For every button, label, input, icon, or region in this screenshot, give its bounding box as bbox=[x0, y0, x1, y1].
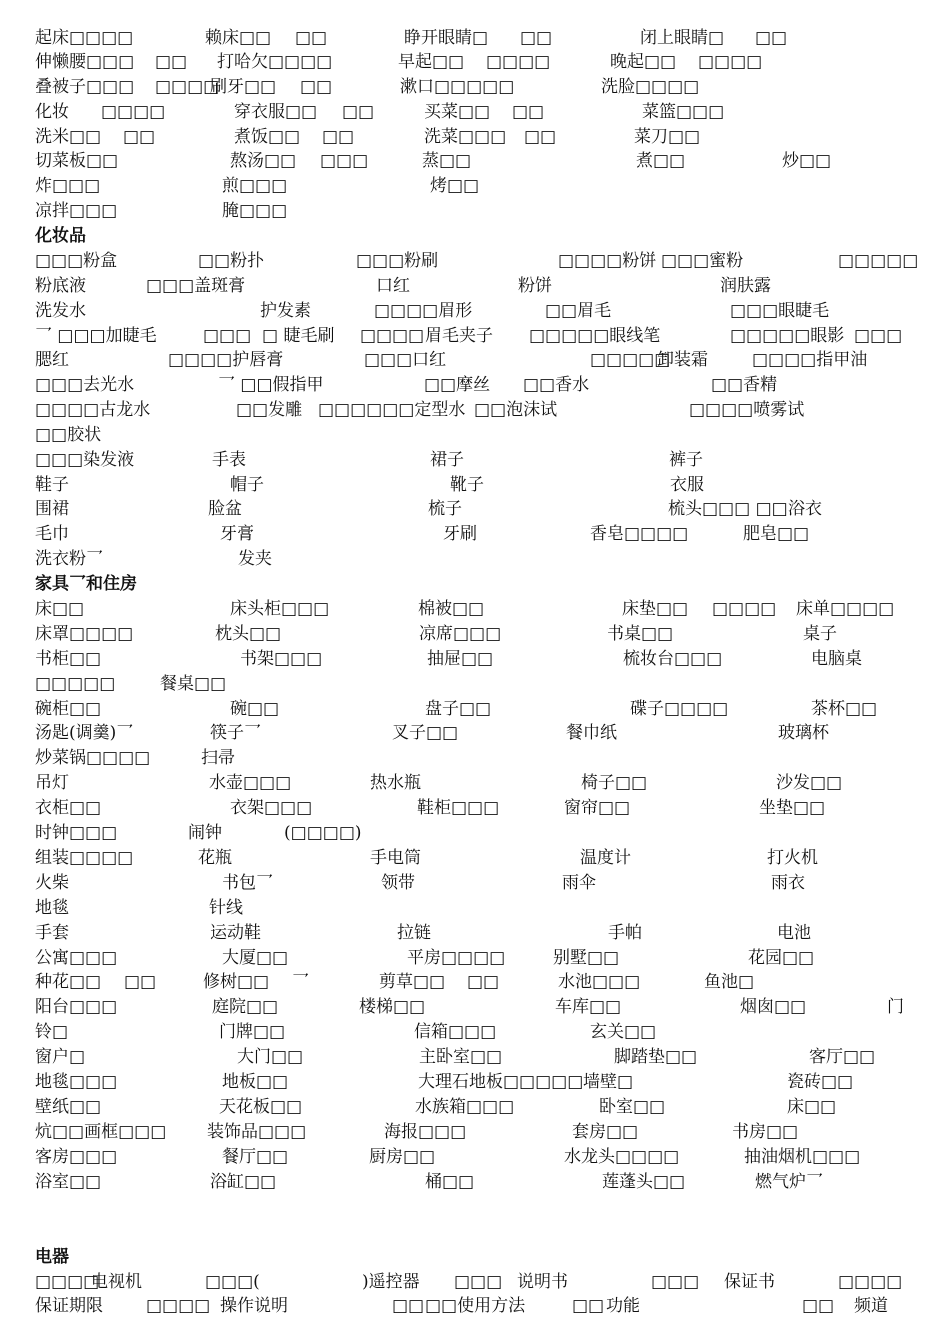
vocab-word: □□□去光水 bbox=[35, 375, 135, 395]
vocab-word: 粉饼 bbox=[518, 276, 552, 296]
vocab-word: 椅子□□ bbox=[581, 773, 648, 793]
vocab-line bbox=[0, 622, 950, 646]
vocab-line bbox=[0, 721, 950, 745]
vocab-line bbox=[0, 398, 950, 422]
vocab-word: □□ bbox=[512, 102, 545, 122]
vocab-word: □□□□□□定型水 bbox=[318, 400, 466, 420]
vocab-word: 床单□□□□ bbox=[796, 599, 895, 619]
vocab-word: 床□□ bbox=[35, 599, 85, 619]
vocab-word: 闭上眼睛□ bbox=[640, 28, 725, 48]
vocab-word: 乛 □□□加睫毛 bbox=[35, 326, 157, 346]
vocab-line bbox=[0, 846, 950, 870]
vocab-word: □□□粉刷 bbox=[356, 251, 439, 271]
vocab-word: 炒菜锅□□□□ bbox=[35, 748, 151, 768]
vocab-word: □ 睫毛刷 bbox=[262, 326, 335, 346]
vocab-word: 水池□□□ bbox=[558, 972, 641, 992]
vocab-word: 保证期限 bbox=[35, 1296, 103, 1316]
vocab-word: 温度计 bbox=[580, 848, 631, 868]
vocab-word: 炸□□□ bbox=[35, 176, 101, 196]
vocab-line bbox=[0, 125, 950, 149]
vocab-line bbox=[0, 647, 950, 671]
vocab-word: 叠被子□□□ bbox=[35, 77, 135, 97]
vocab-word: 大门□□ bbox=[237, 1047, 304, 1067]
vocab-line bbox=[0, 448, 950, 472]
vocab-word: 阳台□□□ bbox=[35, 997, 118, 1017]
vocab-word: 衣服 bbox=[670, 475, 704, 495]
vocab-word: □□ bbox=[802, 1296, 835, 1316]
vocab-line bbox=[0, 299, 950, 323]
vocab-word: □□ bbox=[572, 1296, 605, 1316]
vocab-word: 乛 □□假指甲 bbox=[218, 375, 324, 395]
vocab-word: 门 bbox=[887, 997, 904, 1017]
vocab-word: 频道 bbox=[854, 1296, 888, 1316]
vocab-word: 客房□□□ bbox=[35, 1147, 118, 1167]
vocab-word: □□□□喷雾试 bbox=[689, 400, 805, 420]
vocab-word: □□ bbox=[520, 28, 553, 48]
vocab-word: 浴缸□□ bbox=[210, 1172, 277, 1192]
vocab-word: 大厦□□ bbox=[222, 948, 289, 968]
section-heading: 电器 bbox=[35, 1247, 69, 1267]
vocab-word: 书柜□□ bbox=[35, 649, 102, 669]
vocab-word: 手表 bbox=[212, 450, 246, 470]
vocab-line bbox=[0, 746, 950, 770]
vocab-word: □□□ bbox=[320, 151, 369, 171]
vocab-line bbox=[0, 771, 950, 795]
vocab-word: □□□□□ bbox=[35, 674, 116, 694]
vocab-word: 叉子□□ bbox=[392, 723, 459, 743]
vocab-word: 洗衣粉乛 bbox=[35, 549, 103, 569]
vocab-word: □□□口红 bbox=[364, 350, 447, 370]
vocab-line bbox=[0, 1270, 950, 1294]
vocab-word: □□□眼睫毛 bbox=[730, 301, 830, 321]
vocab-line bbox=[0, 324, 950, 348]
vocab-word: 牙刷 bbox=[443, 524, 477, 544]
vocab-word: 壁纸□□ bbox=[35, 1097, 102, 1117]
vocab-word: □□□蜜粉 bbox=[661, 251, 744, 271]
vocab-word: 楼梯□□ bbox=[359, 997, 426, 1017]
vocab-line bbox=[0, 348, 950, 372]
vocab-word: 主卧室□□ bbox=[419, 1047, 503, 1067]
vocab-word: 炒□□ bbox=[782, 151, 832, 171]
vocab-word: 腮红 bbox=[35, 350, 69, 370]
vocab-word: □□□□ bbox=[698, 52, 763, 72]
vocab-word: 电池 bbox=[777, 923, 811, 943]
vocab-word: 洗米□□ bbox=[35, 127, 102, 147]
vocab-word: 热水瓶 bbox=[370, 773, 421, 793]
vocab-word: 餐厅□□ bbox=[222, 1147, 289, 1167]
vocab-word: □□□染发液 bbox=[35, 450, 135, 470]
vocab-line bbox=[0, 149, 950, 173]
vocab-word: 剪草□□ bbox=[379, 972, 446, 992]
vocab-word: □□□盖斑膏 bbox=[146, 276, 246, 296]
vocab-word: 打火机 bbox=[767, 848, 818, 868]
vocab-word: 腌□□□ bbox=[222, 201, 288, 221]
vocab-word: 客厅□□ bbox=[809, 1047, 876, 1067]
section-heading-row bbox=[0, 572, 950, 596]
vocab-word: 别墅□□ bbox=[553, 948, 620, 968]
vocab-line bbox=[0, 75, 950, 99]
vocab-word: 床垫□□ bbox=[622, 599, 689, 619]
vocab-word: 卸装霜 bbox=[657, 350, 708, 370]
vocab-line bbox=[0, 199, 950, 223]
vocab-word: □□ bbox=[124, 972, 157, 992]
vocab-word: 熬汤□□ bbox=[230, 151, 297, 171]
vocab-word: 桌子 bbox=[803, 624, 837, 644]
vocab-word: 手套 bbox=[35, 923, 69, 943]
vocab-word: 床□□ bbox=[787, 1097, 837, 1117]
vocab-line bbox=[0, 995, 950, 1019]
vocab-word: 修树□□ bbox=[203, 972, 270, 992]
vocab-word: □□□□□眼影 bbox=[730, 326, 845, 346]
vocab-word: 功能 bbox=[606, 1296, 640, 1316]
vocab-word: 润肤露 bbox=[720, 276, 771, 296]
vocab-word: 床头柜□□□ bbox=[230, 599, 330, 619]
vocab-word: 肥皂□□ bbox=[743, 524, 810, 544]
vocab-line bbox=[0, 896, 950, 920]
vocab-line bbox=[0, 921, 950, 945]
vocab-word: 买菜□□ bbox=[424, 102, 491, 122]
vocab-word: 护发素 bbox=[260, 301, 311, 321]
vocab-word: 早起□□ bbox=[398, 52, 465, 72]
vocab-word: □□ bbox=[392, 1296, 425, 1316]
vocab-word: 晚起□□ bbox=[610, 52, 677, 72]
vocab-word: □□泡沫试 bbox=[474, 400, 558, 420]
vocab-word: 脸盆 bbox=[208, 499, 242, 519]
vocab-word: □□□□□ bbox=[838, 251, 919, 271]
vocab-word: □□香精 bbox=[711, 375, 778, 395]
vocab-word: 衣架□□□ bbox=[230, 798, 313, 818]
vocab-line bbox=[0, 274, 950, 298]
vocab-word: 抽屉□□ bbox=[427, 649, 494, 669]
vocab-word: □□□□ bbox=[712, 599, 777, 619]
vocab-line bbox=[0, 522, 950, 546]
vocab-word: 筷子乛 bbox=[210, 723, 261, 743]
vocab-word: 煮饭□□ bbox=[234, 127, 301, 147]
vocab-word: □□粉扑 bbox=[198, 251, 265, 271]
vocab-word: 浴衣 bbox=[788, 499, 822, 519]
vocab-line bbox=[0, 100, 950, 124]
vocab-line bbox=[0, 1145, 950, 1169]
vocab-word: 雨衣 bbox=[771, 873, 805, 893]
vocab-word: 花园□□ bbox=[748, 948, 815, 968]
vocab-line bbox=[0, 970, 950, 994]
vocab-line bbox=[0, 597, 950, 621]
vocab-word: 烟囱□□ bbox=[740, 997, 807, 1017]
vocab-word: 书包乛 bbox=[222, 873, 273, 893]
vocab-word: 漱口□□□□□ bbox=[400, 77, 515, 97]
vocab-line bbox=[0, 497, 950, 521]
vocab-word: □□□粉盒 bbox=[35, 251, 118, 271]
vocab-line bbox=[0, 871, 950, 895]
vocab-word: 梳子 bbox=[428, 499, 462, 519]
vocab-word: 扫帚 bbox=[201, 748, 235, 768]
vocab-line bbox=[0, 1070, 950, 1094]
vocab-word: 海报□□□ bbox=[384, 1122, 467, 1142]
vocab-word: 煮□□ bbox=[636, 151, 686, 171]
vocab-word: 装饰品□□□ bbox=[207, 1122, 307, 1142]
vocab-word: 脚踏垫□□ bbox=[614, 1047, 698, 1067]
vocab-word: □□□ bbox=[203, 326, 252, 346]
vocab-word: □□ bbox=[300, 77, 333, 97]
vocab-line bbox=[0, 473, 950, 497]
vocab-word: 浴室□□ bbox=[35, 1172, 102, 1192]
vocab-word: □□□□ bbox=[838, 1272, 903, 1292]
vocab-word: 盘子□□ bbox=[425, 699, 492, 719]
vocab-word: 化妆 bbox=[35, 102, 69, 122]
vocab-word: 针线 bbox=[209, 898, 243, 918]
vocab-word: 平房□□□□ bbox=[407, 948, 506, 968]
vocab-word: 花瓶 bbox=[198, 848, 232, 868]
vocab-word: □□ bbox=[360, 326, 393, 346]
section-heading-row bbox=[0, 1245, 950, 1269]
vocab-word: 刷牙□□ bbox=[210, 77, 277, 97]
vocab-word: 菜刀□□ bbox=[634, 127, 701, 147]
vocab-word: 穿衣服□□ bbox=[234, 102, 318, 122]
vocab-word: 炕□□画框□□□ bbox=[35, 1122, 167, 1142]
vocab-line bbox=[0, 697, 950, 721]
vocab-word: □□ bbox=[755, 28, 788, 48]
vocab-word: 吊灯 bbox=[35, 773, 69, 793]
vocab-word: □□ bbox=[322, 127, 355, 147]
vocab-word: 水龙头□□□□ bbox=[564, 1147, 680, 1167]
vocab-word: 信箱□□□ bbox=[414, 1022, 497, 1042]
vocab-word: 车库□□ bbox=[555, 997, 622, 1017]
vocab-word: 地毯 bbox=[35, 898, 69, 918]
vocab-word: 枕头□□ bbox=[215, 624, 282, 644]
vocab-line bbox=[0, 1045, 950, 1069]
section-heading: 化妆品 bbox=[35, 226, 86, 246]
vocab-word: 碗柜□□ bbox=[35, 699, 102, 719]
vocab-word: □□□□ bbox=[146, 1296, 211, 1316]
vocab-word: 雨伞 bbox=[562, 873, 596, 893]
vocab-word: 乛 bbox=[292, 972, 309, 992]
vocab-word: 手帕 bbox=[608, 923, 642, 943]
vocab-line bbox=[0, 672, 950, 696]
vocab-word: 地板□□ bbox=[222, 1072, 289, 1092]
vocab-word: 窗户□ bbox=[35, 1047, 86, 1067]
vocab-word: 说明书 bbox=[517, 1272, 568, 1292]
vocab-word: 洗菜□□□ bbox=[424, 127, 507, 147]
vocab-word: 操作说明 bbox=[220, 1296, 288, 1316]
vocab-word: 靴子 bbox=[450, 475, 484, 495]
vocab-word: 裙子 bbox=[430, 450, 464, 470]
vocab-word: □□□□ bbox=[486, 52, 551, 72]
vocab-word: □□□□护唇膏 bbox=[168, 350, 284, 370]
vocab-line bbox=[0, 1120, 950, 1144]
vocab-word: 瓷砖□□ bbox=[787, 1072, 854, 1092]
section-heading: 家具乛和住房 bbox=[35, 574, 137, 594]
vocab-word: 天花板□□ bbox=[219, 1097, 303, 1117]
vocab-word: 电脑桌 bbox=[811, 649, 862, 669]
vocab-word: □□发雕 bbox=[236, 400, 303, 420]
vocab-word: □□□ bbox=[454, 1272, 503, 1292]
vocab-word: 保证书 bbox=[724, 1272, 775, 1292]
vocab-word: 茶杯□□ bbox=[811, 699, 878, 719]
vocab-word: 洗发水 bbox=[35, 301, 86, 321]
vocab-word: 切菜板□□ bbox=[35, 151, 119, 171]
vocab-word: 围裙 bbox=[35, 499, 69, 519]
vocab-word: □□眉毛 bbox=[545, 301, 612, 321]
vocab-word: 桶□□ bbox=[425, 1172, 475, 1192]
vocab-line bbox=[0, 1020, 950, 1044]
vocab-line bbox=[0, 946, 950, 970]
vocab-word: □□□□ bbox=[35, 1272, 100, 1292]
vocab-line bbox=[0, 1095, 950, 1119]
vocab-word: □□ bbox=[342, 102, 375, 122]
vocab-word: □□ bbox=[392, 326, 425, 346]
vocab-word: □□□□□ bbox=[590, 350, 671, 370]
vocab-word: 凉席□□□ bbox=[419, 624, 502, 644]
vocab-word: □□胶状 bbox=[35, 425, 102, 445]
vocab-line bbox=[0, 26, 950, 50]
vocab-word: 起床□□□□ bbox=[35, 28, 134, 48]
vocab-line bbox=[0, 174, 950, 198]
vocab-word: 时钟□□□ bbox=[35, 823, 118, 843]
vocab-word: 公寓□□□ bbox=[35, 948, 118, 968]
vocab-word: 卧室□□ bbox=[599, 1097, 666, 1117]
vocab-word: 水族箱□□□ bbox=[415, 1097, 515, 1117]
vocab-word: □□□ bbox=[651, 1272, 700, 1292]
vocab-word: 烤□□ bbox=[430, 176, 480, 196]
vocab-word: 大理石地板□□□□□ bbox=[418, 1072, 584, 1092]
vocab-word: 碟子□□□□ bbox=[630, 699, 729, 719]
vocab-word: □□□□眉形 bbox=[374, 301, 473, 321]
vocab-word: 书架□□□ bbox=[240, 649, 323, 669]
vocab-word: 口红 bbox=[376, 276, 410, 296]
vocab-word: 厨房□□ bbox=[369, 1147, 436, 1167]
vocab-word: 鞋子 bbox=[35, 475, 69, 495]
vocab-word: 火柴 bbox=[35, 873, 69, 893]
vocab-word: □□ bbox=[524, 127, 557, 147]
section-heading-row bbox=[0, 224, 950, 248]
vocab-word: 领带 bbox=[381, 873, 415, 893]
vocab-word: □□□□古龙水 bbox=[35, 400, 151, 420]
vocab-word: 煎□□□ bbox=[222, 176, 288, 196]
vocab-word: 鞋柜□□□ bbox=[417, 798, 500, 818]
vocab-word: 门牌□□ bbox=[219, 1022, 286, 1042]
vocab-word: 水壶□□□ bbox=[209, 773, 292, 793]
vocab-word: 伸懒腰□□□ bbox=[35, 52, 135, 72]
vocab-word: 碗□□ bbox=[230, 699, 280, 719]
vocab-word: 毛巾 bbox=[35, 524, 69, 544]
vocab-word: □□摩丝 bbox=[424, 375, 491, 395]
vocab-line bbox=[0, 50, 950, 74]
vocab-word: 棉被□□ bbox=[418, 599, 485, 619]
vocab-word: □□ bbox=[155, 52, 188, 72]
vocab-word: )遥控器 bbox=[362, 1272, 420, 1292]
vocab-word: □□ bbox=[467, 972, 500, 992]
vocab-word: 帽子 bbox=[230, 475, 264, 495]
vocab-word: 玻璃杯 bbox=[778, 723, 829, 743]
vocab-word: 香皂□□□□ bbox=[590, 524, 689, 544]
vocab-word: □□□( bbox=[205, 1272, 260, 1292]
vocab-word: 打哈欠□□□□ bbox=[217, 52, 333, 72]
vocab-word: □□□□指甲油 bbox=[752, 350, 868, 370]
vocab-word: 蒸□□ bbox=[422, 151, 472, 171]
vocab-word: □□ bbox=[123, 127, 156, 147]
vocab-word: 玄关□□ bbox=[590, 1022, 657, 1042]
vocab-word: 洗脸□□□□ bbox=[601, 77, 700, 97]
vocab-word: 铃□ bbox=[35, 1022, 69, 1042]
vocab-word: 闹钟 bbox=[188, 823, 222, 843]
vocab-word: 窗帘□□ bbox=[564, 798, 631, 818]
vocab-word: 坐垫□□ bbox=[759, 798, 826, 818]
vocab-word: □□□□ bbox=[155, 77, 220, 97]
vocab-word: □□□ bbox=[854, 326, 903, 346]
vocab-line bbox=[0, 373, 950, 397]
vocab-word: 莲蓬头□□ bbox=[602, 1172, 686, 1192]
vocab-word: 凉拌□□□ bbox=[35, 201, 118, 221]
vocab-word: 粉底液 bbox=[35, 276, 86, 296]
vocab-word: 梳头□□□ □□ bbox=[668, 499, 788, 519]
vocab-word: 眉毛夹子 bbox=[425, 326, 493, 346]
vocab-word: 书房□□ bbox=[732, 1122, 799, 1142]
vocab-word: □□□□□眼线笔 bbox=[529, 326, 661, 346]
vocab-word: □□香水 bbox=[523, 375, 590, 395]
vocab-word: 种花□□ bbox=[35, 972, 102, 992]
vocab-word: 衣柜□□ bbox=[35, 798, 102, 818]
vocab-word: 套房□□ bbox=[572, 1122, 639, 1142]
vocab-word: 餐桌□□ bbox=[160, 674, 227, 694]
vocab-word: 牙膏 bbox=[220, 524, 254, 544]
vocab-line bbox=[0, 1294, 950, 1318]
vocab-word: 鱼池□ bbox=[704, 972, 755, 992]
vocab-word: 手电筒 bbox=[370, 848, 421, 868]
vocab-line bbox=[0, 1170, 950, 1194]
vocab-word: 睁开眼睛□ bbox=[404, 28, 489, 48]
vocab-word: 梳妆台□□□ bbox=[623, 649, 723, 669]
vocab-word: 组装□□□□ bbox=[35, 848, 134, 868]
vocab-word: □□□□ bbox=[101, 102, 166, 122]
vocab-word: 菜篮□□□ bbox=[642, 102, 725, 122]
vocab-word: 运动鞋 bbox=[210, 923, 261, 943]
vocab-line bbox=[0, 821, 950, 845]
vocab-word: 赖床□□ bbox=[205, 28, 272, 48]
vocab-line bbox=[0, 547, 950, 571]
vocab-word: 抽油烟机□□□ bbox=[744, 1147, 861, 1167]
vocab-word: 裤子 bbox=[669, 450, 703, 470]
vocab-word: 拉链 bbox=[397, 923, 431, 943]
vocab-word: 餐巾纸 bbox=[566, 723, 617, 743]
vocab-word: 燃气炉乛 bbox=[755, 1172, 823, 1192]
vocab-word: 地毯□□□ bbox=[35, 1072, 118, 1092]
vocab-word: □□ bbox=[295, 28, 328, 48]
vocab-word: 汤匙(调羹)乛 bbox=[35, 723, 134, 743]
vocab-word: □□使用方法 bbox=[425, 1296, 526, 1316]
vocab-word: (□□□□) bbox=[284, 823, 362, 843]
vocab-line bbox=[0, 423, 950, 447]
vocab-word: 发夹 bbox=[238, 549, 272, 569]
vocab-word: 书桌□□ bbox=[607, 624, 674, 644]
vocab-word: 床罩□□□□ bbox=[35, 624, 134, 644]
vocab-word: □□□□粉饼 bbox=[558, 251, 657, 271]
vocab-word: 庭院□□ bbox=[212, 997, 279, 1017]
vocab-word: 墙壁□ bbox=[583, 1072, 634, 1092]
vocab-line bbox=[0, 249, 950, 273]
vocab-word: 沙发□□ bbox=[776, 773, 843, 793]
vocab-line bbox=[0, 796, 950, 820]
vocab-word: 电视机 bbox=[91, 1272, 142, 1292]
